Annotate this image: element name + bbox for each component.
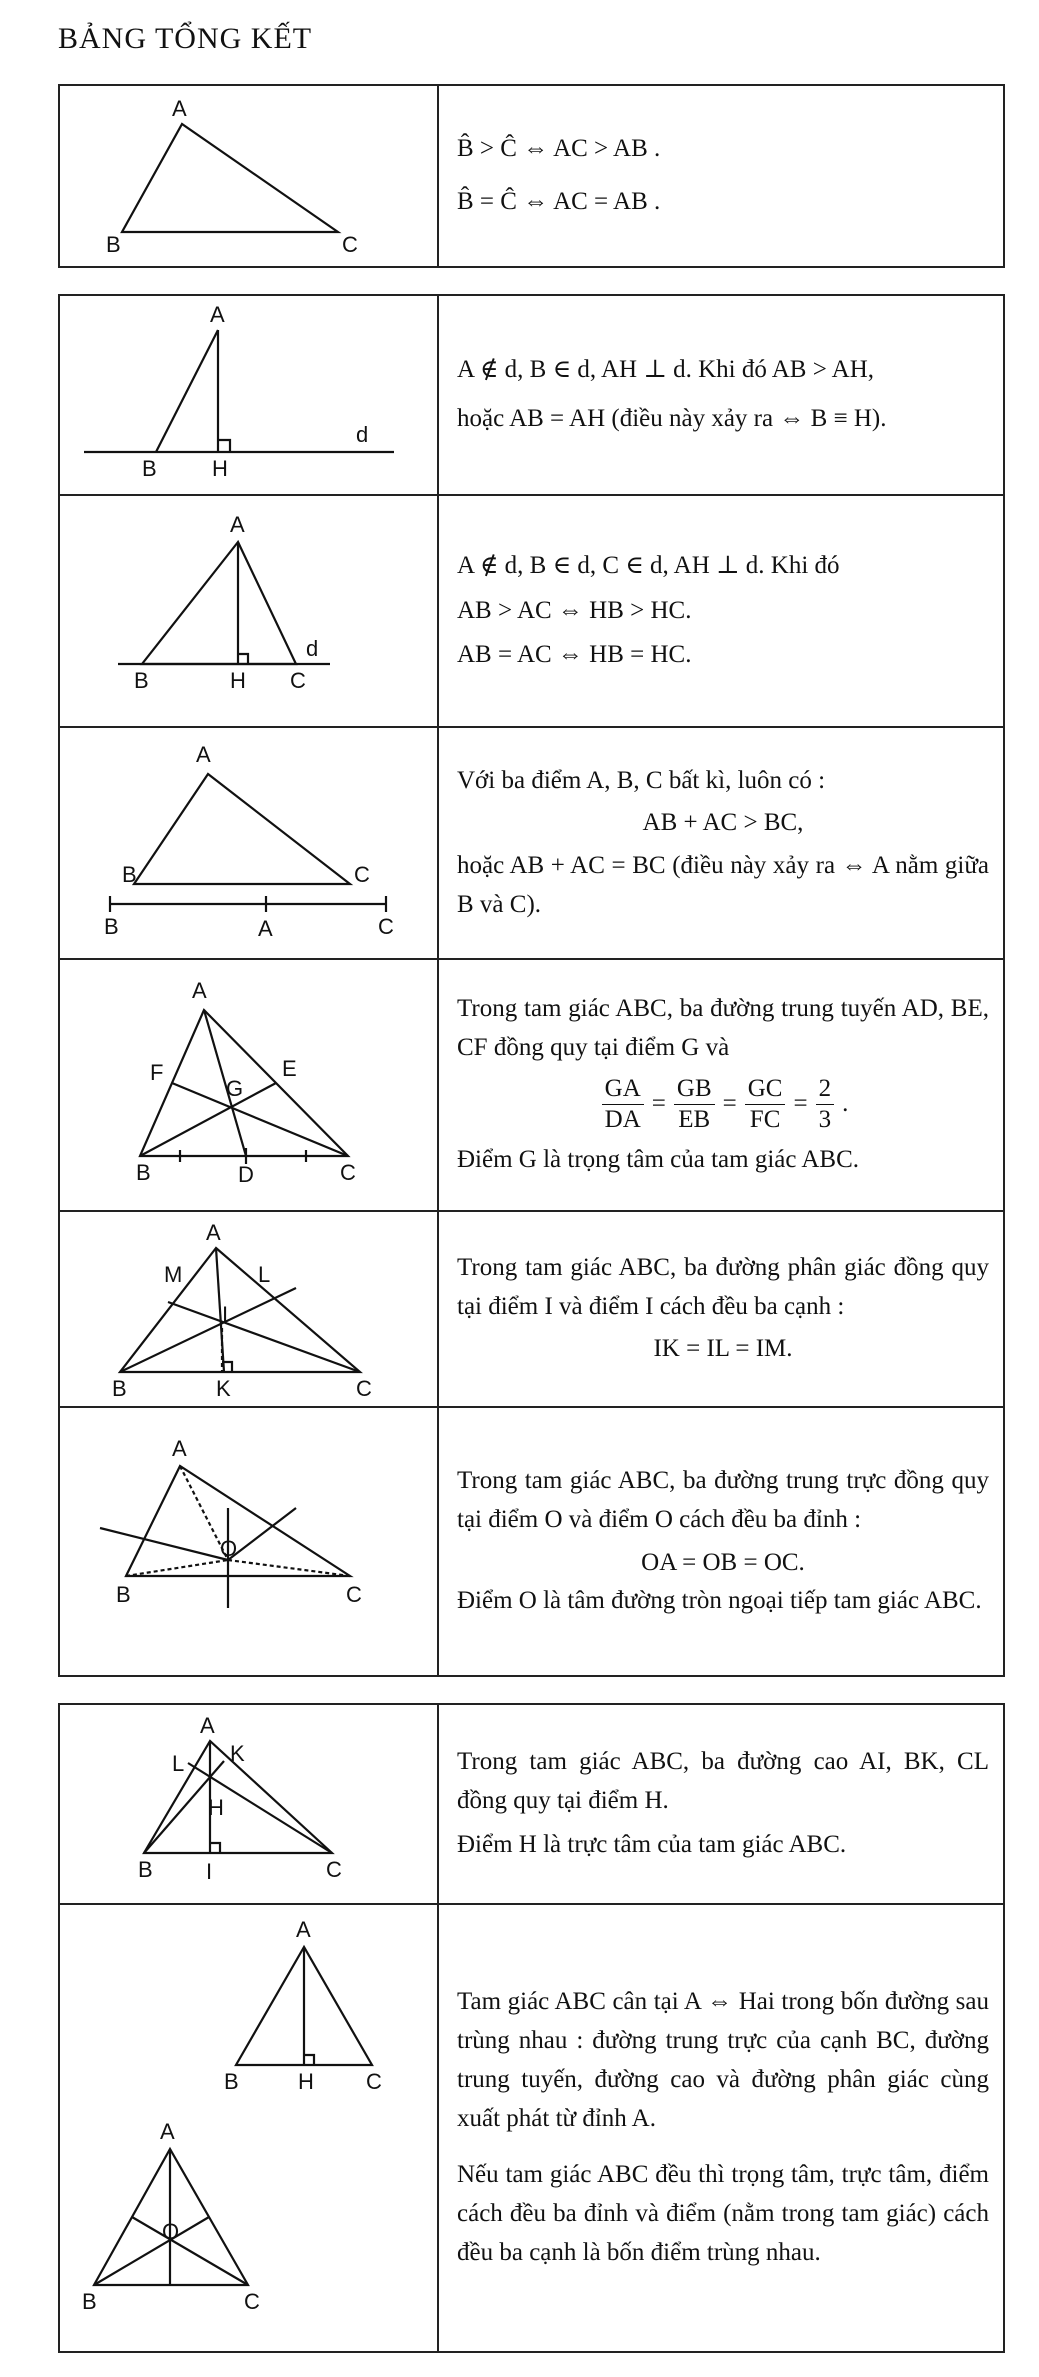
svg-text:A: A [206, 1220, 221, 1245]
svg-text:B: B [112, 1376, 127, 1401]
svg-text:C: C [342, 232, 358, 257]
svg-text:A: A [172, 1436, 187, 1461]
summary-table-1 [58, 84, 1005, 268]
svg-text:B: B [82, 2289, 97, 2314]
table-row [60, 296, 1003, 494]
svg-text:B: B [142, 456, 157, 481]
row-text [439, 960, 1003, 1210]
ratio-equation: $\frac{GA}{DA}$ = $\frac{GB}{EB}$ = $\frac{GC}{FC}$ = $\frac{2}{3}$ . [457, 1074, 989, 1135]
svg-text:H: H [212, 456, 228, 481]
table-row [60, 494, 1003, 726]
row-text [439, 1212, 1003, 1406]
svg-text:B: B [138, 1857, 153, 1882]
text-line: AB > AC ⇔ HB > HC. [457, 596, 692, 624]
svg-text:K: K [230, 1741, 245, 1766]
orthocenter-figure [60, 1705, 439, 1903]
text-line: Trong tam giác ABC, ba đường trung tuyến AD, BE, CF đồng quy tại điểm G và [457, 995, 989, 1062]
svg-text:I: I [222, 1302, 229, 1327]
svg-text:I: I [206, 1859, 213, 1884]
svg-text:C: C [356, 1376, 372, 1401]
row-text [439, 1705, 1003, 1903]
text-line: A ∉ d, B ∈ d, C ∈ d, AH ⊥ d. Khi đó [457, 551, 840, 579]
text-line: hoặc AB + AC = BC (điều này xảy ra ⇔ A nằm giữa B và C). [457, 852, 989, 918]
summary-table-3 [58, 1703, 1005, 2353]
svg-text:L: L [258, 1262, 271, 1287]
svg-text:L: L [172, 1751, 185, 1776]
text-line: hoặc AB = AH (điều này xảy ra ⇔ B ≡ H). [457, 405, 887, 432]
svg-text:A: A [196, 742, 211, 767]
text-line: Nếu tam giác ABC đều thì trọng tâm, trực tâm, điểm cách đều ba đỉnh và điểm (nằm trong tam giác) cách đều ba cạnh là bốn điểm trùng nhau. [457, 2161, 989, 2266]
svg-text:O: O [220, 1536, 238, 1561]
text-line: OA = OB = OC. [641, 1548, 805, 1576]
triangle-figure [60, 86, 439, 266]
text-line: Điểm H là trực tâm của tam giác ABC. [457, 1831, 847, 1859]
svg-text:F: F [150, 1060, 164, 1085]
page-title: BẢNG TỔNG KẾT [58, 22, 313, 55]
svg-text:B: B [106, 232, 121, 257]
table-row [60, 1705, 1003, 1903]
svg-text:K: K [216, 1376, 231, 1401]
svg-text:M: M [164, 1262, 183, 1287]
svg-text:B: B [122, 862, 137, 887]
svg-text:B: B [136, 1160, 151, 1185]
fraction: $\frac{GB}{EB}$ [674, 1074, 715, 1135]
svg-text:H: H [230, 668, 246, 693]
table-row [60, 726, 1003, 958]
row-text [439, 296, 1003, 494]
svg-text:D: D [238, 1162, 254, 1187]
svg-text:C: C [340, 1160, 356, 1185]
text-line: Tam giác ABC cân tại A ⇔ Hai trong bốn đường sau trùng nhau : đường trung trực của cạnh BC, đường trung tuyến, đường cao và đường phân giác cùng xuất phát từ đỉnh A. [457, 1988, 989, 2132]
row-text [439, 728, 1003, 958]
table-row [60, 958, 1003, 1210]
row-text [439, 86, 1003, 266]
row-text [439, 1408, 1003, 1675]
text-line: AB + AC > BC, [642, 809, 804, 837]
circumcenter-figure [60, 1408, 439, 1675]
svg-text:A: A [172, 96, 187, 121]
isosceles-equilateral-figure [60, 1905, 439, 2351]
svg-text:B: B [224, 2069, 239, 2094]
text-line: A ∉ d, B ∈ d, AH ⊥ d. Khi đó AB > AH, [457, 356, 875, 384]
svg-text:H: H [298, 2069, 314, 2094]
perpendicular-figure [60, 296, 439, 494]
svg-text:C: C [244, 2289, 260, 2314]
text-line: B̂ = Ĉ ⇔ AC = AB . [457, 188, 661, 215]
table-row [60, 86, 1003, 266]
table-row [60, 1903, 1003, 2351]
svg-text:E: E [282, 1056, 297, 1081]
svg-text:d: d [356, 422, 369, 447]
svg-text:A: A [160, 2119, 175, 2144]
svg-text:G: G [226, 1076, 244, 1101]
fraction: $\frac{GA}{DA}$ [602, 1074, 644, 1135]
row-text [439, 496, 1003, 726]
triangle-inequality-figure [60, 728, 439, 958]
text-line: Điểm G là trọng tâm của tam giác ABC. [457, 1145, 859, 1173]
svg-text:B: B [134, 668, 149, 693]
svg-text:A: A [192, 978, 207, 1003]
svg-text:C: C [366, 2069, 382, 2094]
svg-text:C: C [354, 862, 370, 887]
incenter-figure [60, 1212, 439, 1406]
centroid-figure [60, 960, 439, 1210]
projection-figure [60, 496, 439, 726]
text-line: Điểm O là tâm đường tròn ngoại tiếp tam giác ABC. [457, 1587, 982, 1615]
text-line: IK = IL = IM. [653, 1335, 793, 1363]
svg-text:C: C [326, 1857, 342, 1882]
svg-text:B: B [104, 914, 119, 939]
text-line: Trong tam giác ABC, ba đường phân giác đồng quy tại điểm I và điểm I cách đều ba cạnh : [457, 1253, 989, 1320]
text-line: AB = AC ⇔ HB = HC. [457, 641, 692, 669]
svg-text:A: A [230, 512, 245, 537]
text-line: Trong tam giác ABC, ba đường trung trực đồng quy tại điểm O và điểm O cách đều ba đỉnh : [457, 1467, 989, 1533]
svg-text:A: A [200, 1713, 215, 1738]
table-row [60, 1210, 1003, 1406]
svg-text:C: C [290, 668, 306, 693]
svg-text:A: A [258, 916, 273, 941]
fraction: $\frac{GC}{FC}$ [745, 1074, 786, 1135]
svg-text:A: A [296, 1917, 311, 1942]
summary-table-2 [58, 294, 1005, 1677]
svg-text:H: H [208, 1795, 224, 1820]
text-line: Trong tam giác ABC, ba đường cao AI, BK, CL đồng quy tại điểm H. [457, 1747, 989, 1814]
svg-text:C: C [346, 1582, 362, 1607]
svg-text:O: O [162, 2219, 180, 2244]
svg-text:B: B [116, 1582, 131, 1607]
text-line: Với ba điểm A, B, C bất kì, luôn có : [457, 766, 826, 794]
table-row [60, 1406, 1003, 1675]
row-text [439, 1905, 1003, 2351]
svg-text:d: d [306, 636, 319, 661]
svg-text:C: C [378, 914, 394, 939]
text-line: B̂ > Ĉ ⇔ AC > AB . [457, 135, 661, 163]
fraction: $\frac{2}{3}$ [816, 1074, 835, 1135]
svg-text:A: A [210, 302, 225, 327]
